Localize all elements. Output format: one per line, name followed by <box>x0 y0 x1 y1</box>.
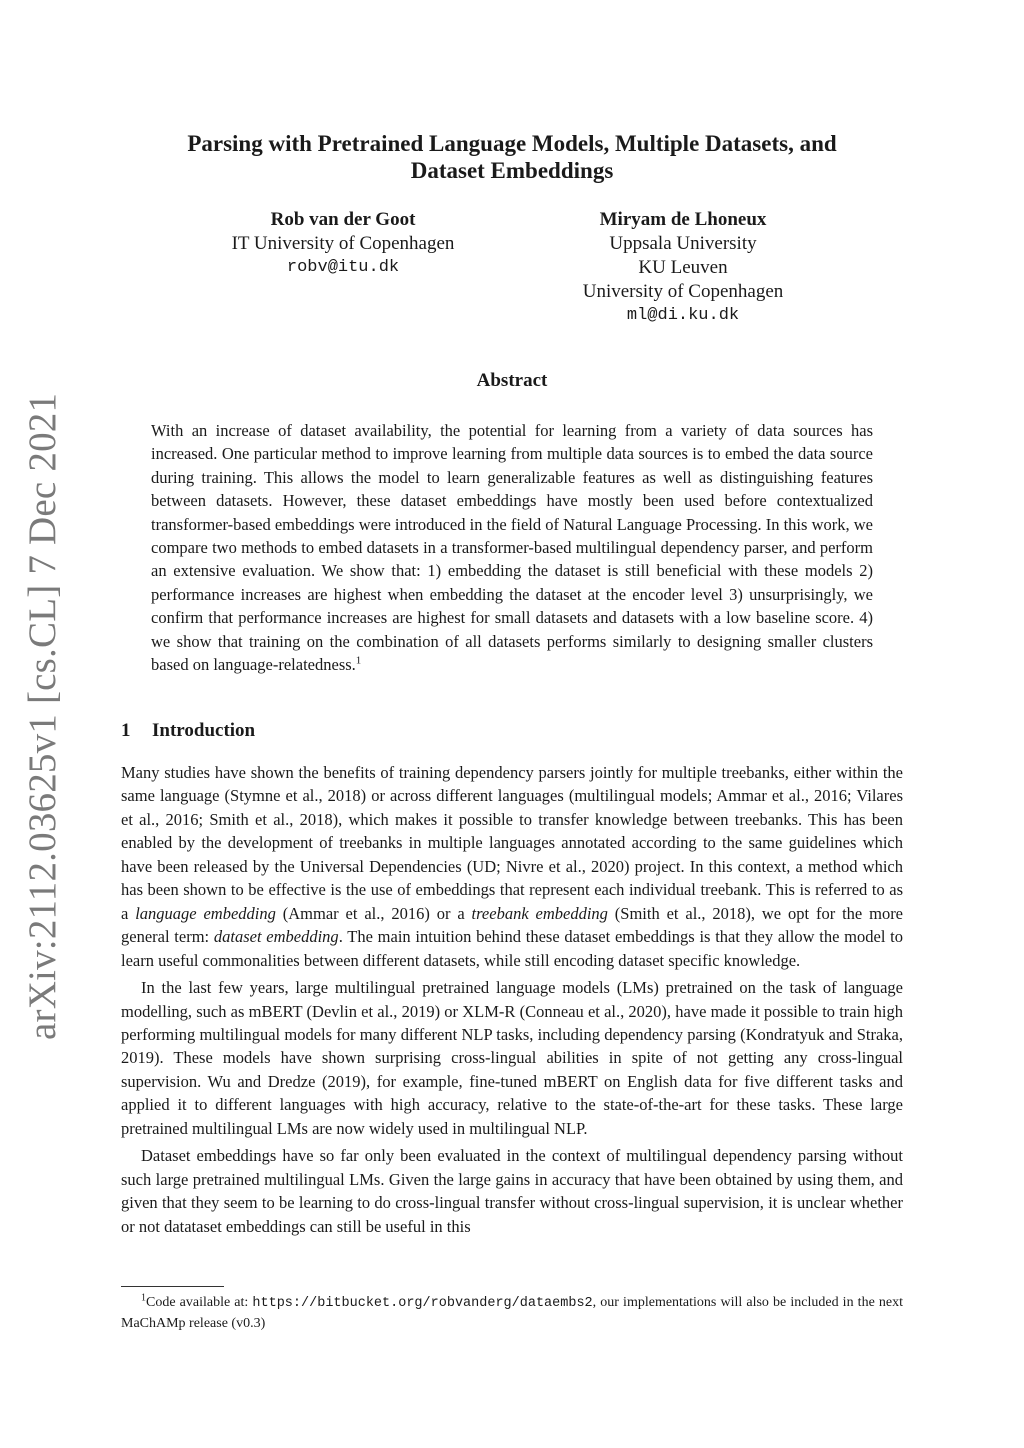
title-line-2: Dataset Embeddings <box>410 158 614 183</box>
footnote-url-link[interactable]: https://bitbucket.org/robvanderg/dataembs2 <box>252 1296 593 1311</box>
abstract-heading: Abstract <box>476 370 548 391</box>
paragraph: In the last few years, large multilingual pretrained language models (LMs) pretrained on the task of language modelling, such as mBERT (Devlin et al., 2019) or XLM-R (Conneau et al., 2020), have made it possible to train high performing multilingual models for many different NLP tasks, including dependency parsing (Kondratyuk and Straka, 2019). These models have shown surprising cross-lingual abilities in spite of not getting any cross-lingual supervision. Wu and Dredze (2019), for example, fine-tuned mBERT on English data for five different tasks and applied it to different languages with high accuracy, relative to the state-of-the-art for these tasks. These large pretrained multilingual LMs are now widely used in multilingual NLP. <box>121 978 903 1138</box>
abstract-text <box>151 419 873 676</box>
author-affiliation: KU Leuven <box>638 257 728 278</box>
author-block-1 <box>190 208 496 280</box>
footnote-marker: 1 <box>141 1292 146 1304</box>
section-number: 1 <box>121 720 131 741</box>
footnote-text: Code available at: <box>146 1295 253 1310</box>
title-line-1: Parsing with Pretrained Language Models, Multiple Datasets, and <box>187 131 837 156</box>
emphasis: treebank embedding <box>471 903 608 923</box>
abstract-paragraph: With an increase of dataset availability, the potential for learning from a variety of data sources has increased. One particular method to improve learning from multiple data sources is to embed the data source during training. This allows the model to learn generalizable features as well as distinguishing features between datasets. However, these dataset embeddings have mostly been used before contextualized transformer-based embeddings were introduced in the field of Natural Language Processing. In this work, we compare two methods to embed datasets in a transformer-based multilingual dependency parser, and perform an extensive evaluation. We show that: 1) embedding the dataset is still beneficial with these models 2) performance increases are highest when embedding the dataset at the encoder level 3) unsurprisingly, we confirm that performance increases are highest for small datasets and datasets with a low baseline score. 4) we show that training on the combination of all datasets performs similarly to designing smaller clusters based on language-relatedness. <box>151 421 873 675</box>
text-run: (Smith et al., 2018), we opt for the more general term: <box>121 903 904 947</box>
author-email: robv@itu.dk <box>286 258 400 277</box>
author-block-2 <box>530 208 836 328</box>
author-affiliation: University of Copenhagen <box>582 281 784 302</box>
introduction-body <box>121 761 903 1242</box>
section-heading <box>121 720 521 742</box>
paragraph: Dataset embeddings have so far only been evaluated in the context of multilingual dependency parsing without such large pretrained multilingual LMs. Given the large gains in accuracy that have been obtained by using them, and given that they seem to be learning to do cross-lingual transfer without cross-lingual supervision, it is unclear whether or not datataset embeddings can still be useful in this <box>121 1146 903 1236</box>
text-run: (Ammar et al., 2016) or a <box>275 903 472 923</box>
author-affiliation: IT University of Copenhagen <box>231 233 455 254</box>
text-run: . The main intuition behind these dataset embeddings is that they allow the model to learn useful commonalities between different datasets, while still encoding dataset specific knowledge. <box>121 927 903 970</box>
author-name: Miryam de Lhoneux <box>599 209 767 230</box>
author-name: Rob van der Goot <box>270 209 416 230</box>
section-title: Introduction <box>152 720 256 741</box>
text-run: Many studies have shown the benefits of training dependency parsers jointly for multiple treebanks, either within the same language (Stymne et al., 2018) or across different languages (multilingual models; Ammar et al., 2016; Vilares et al., 2016; Smith et al., 2018), which makes it possible to transfer knowledge between treebanks. This has been enabled by the development of treebanks in multiple languages annotated according to the same guidelines which have been released by the Universal Dependencies (UD; Nivre et al., 2020) project. In this context, a method which has been shown to be effective is the use of embeddings that represent each individual treebank. This is referred to as a <box>121 763 903 923</box>
footnote-text: , our implementations will also be included in the next MaChAMp release (v0.3) <box>121 1295 903 1331</box>
emphasis: language embedding <box>135 903 276 923</box>
footnote-divider <box>121 1286 224 1287</box>
author-affiliation: Uppsala University <box>609 233 757 254</box>
footnote-marker: 1 <box>355 654 362 667</box>
footnote <box>121 1293 903 1334</box>
paragraph <box>121 761 903 972</box>
paper-title <box>110 130 914 184</box>
emphasis: dataset embedding <box>213 927 339 947</box>
arxiv-identifier-stamp: arXiv:2112.03625v1 [cs.CL] 7 Dec 2021 <box>21 392 64 1040</box>
author-email: ml@di.ku.dk <box>626 306 740 325</box>
